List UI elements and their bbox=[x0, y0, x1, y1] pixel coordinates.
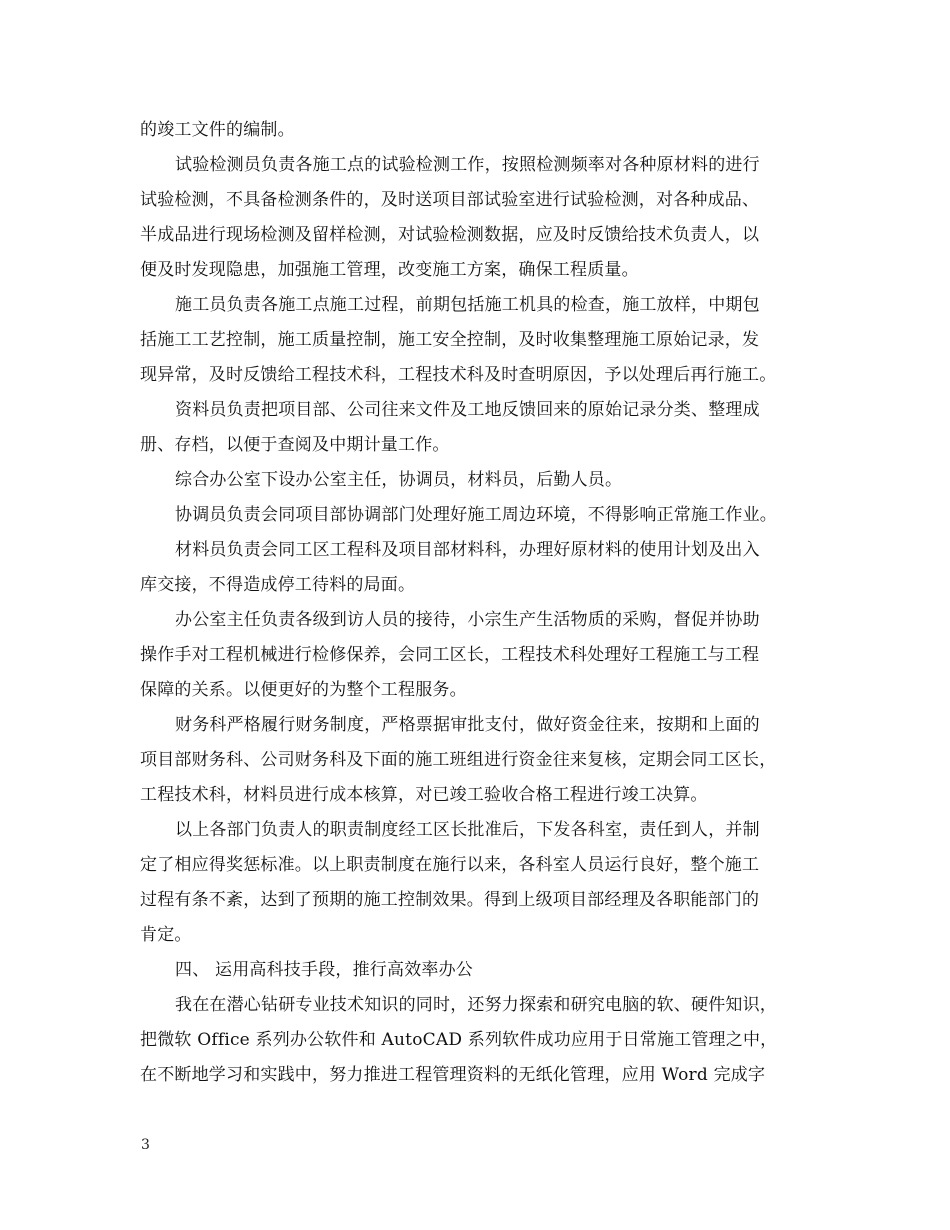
text-line: 肯定。 bbox=[140, 925, 192, 945]
text-line: 协调员负责会同项目部协调部门处理好施工周边环境，不得影响正常施工作业。 bbox=[175, 505, 777, 525]
text-line: 综合办公室下设办公室主任，协调员，材料员，后勤人员。 bbox=[175, 470, 623, 490]
text-line: 便及时发现隐患，加强施工管理，改变施工方案，确保工程质量。 bbox=[140, 260, 639, 280]
text-line: 试验检测员负责各施工点的试验检测工作，按照检测频率对各种原材料的进行 bbox=[175, 155, 760, 175]
section-heading: 四、 运用高科技手段，推行高效率办公 bbox=[175, 960, 474, 980]
text-line: 材料员负责会同工区工程科及项目部材料科，办理好原材料的使用计划及出入 bbox=[175, 540, 760, 560]
text-line: 括施工工艺控制，施工质量控制，施工安全控制，及时收集整理施工原始记录，发 bbox=[140, 330, 760, 350]
text-line: 半成品进行现场检测及留样检测，对试验检测数据，应及时反馈给技术负责人，以 bbox=[140, 225, 760, 245]
text-line: 过程有条不紊，达到了预期的施工控制效果。得到上级项目部经理及各职能部门的 bbox=[140, 890, 760, 910]
text-line: 操作手对工程机械进行检修保养，会同工区长，工程技术科处理好工程施工与工程 bbox=[140, 645, 760, 665]
text-line: 现异常，及时反馈给工程技术科，工程技术科及时查明原因，予以处理后再行施工。 bbox=[140, 365, 777, 385]
page-number: 3 bbox=[141, 1137, 150, 1153]
text-line: 财务科严格履行财务制度，严格票据审批支付，做好资金往来，按期和上面的 bbox=[175, 715, 760, 735]
text-line: 的竣工文件的编制。 bbox=[140, 120, 295, 140]
text-line: 施工员负责各施工点施工过程，前期包括施工机具的检查，施工放样，中期包 bbox=[175, 295, 760, 315]
text-line: 库交接，不得造成停工待料的局面。 bbox=[140, 575, 416, 595]
text-line: 在不断地学习和实践中，努力推进工程管理资料的无纸化管理，应用 Word 完成字 bbox=[140, 1065, 766, 1085]
text-line: 定了相应得奖惩标准。以上职责制度在施行以来，各科室人员运行良好，整个施工 bbox=[140, 855, 760, 875]
text-line: 项目部财务科、公司财务科及下面的施工班组进行资金往来复核，定期会同工区长， bbox=[140, 750, 777, 770]
text-line: 我在在潜心钻研专业技术知识的同时，还努力探索和研究电脑的软、硬件知识， bbox=[175, 995, 777, 1015]
text-line: 册、存档，以便于查阅及中期计量工作。 bbox=[140, 435, 450, 455]
text-line: 资料员负责把项目部、公司往来文件及工地反馈回来的原始记录分类、整理成 bbox=[175, 400, 760, 420]
body-text bbox=[140, 113, 830, 1093]
text-line: 以上各部门负责人的职责制度经工区长批准后，下发各科室，责任到人，并制 bbox=[175, 820, 760, 840]
text-line: 办公室主任负责各级到访人员的接待，小宗生产生活物质的采购，督促并协助 bbox=[175, 610, 760, 630]
text-line: 保障的关系。以便更好的为整个工程服务。 bbox=[140, 680, 467, 700]
text-line: 工程技术科，材料员进行成本核算，对已竣工验收合格工程进行竣工决算。 bbox=[140, 785, 708, 805]
text-line: 把微软 Office 系列办公软件和 AutoCAD 系列软件成功应用于日常施工管理之中， bbox=[140, 1030, 778, 1050]
text-line: 试验检测，不具备检测条件的，及时送项目部试验室进行试验检测，对各种成品、 bbox=[140, 190, 760, 210]
